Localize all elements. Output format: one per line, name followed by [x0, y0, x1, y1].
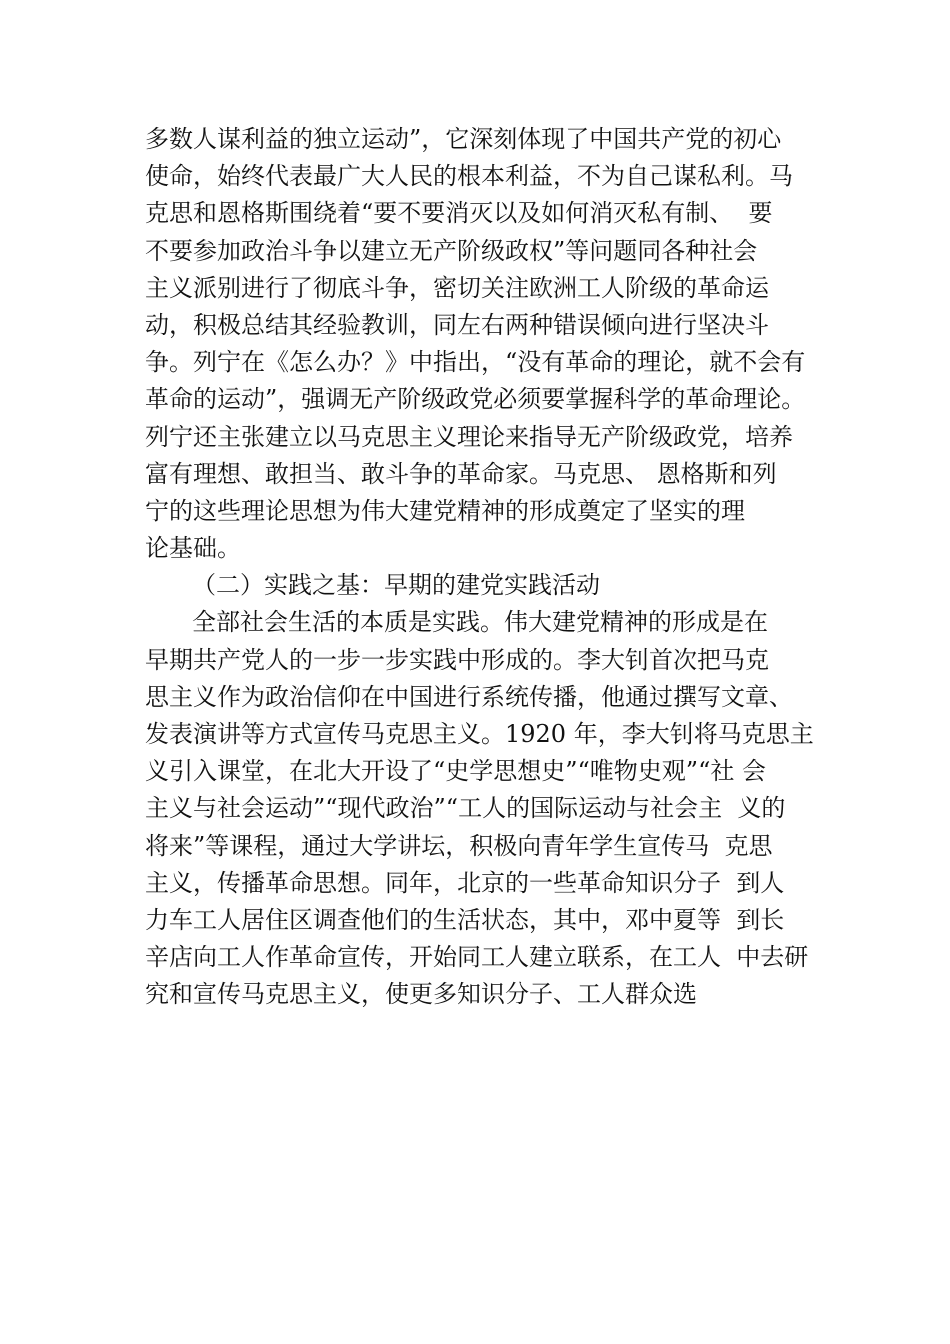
- text-line: 宁的这些理论思想为伟大建党精神的形成奠定了坚实的理: [145, 496, 745, 525]
- text-line: 革命的运动”，强调无产阶级政党必须要掌握科学的革命理论。: [145, 385, 806, 414]
- text-line: 动，积极总结其经验教训，同左右两种错误倾向进行坚决斗: [145, 310, 769, 339]
- paragraph-2: [145, 604, 845, 1013]
- text-line: 义引入课堂，在北大开设了“史学思想史”“唯物史观”“社 会: [145, 757, 766, 786]
- text-line: 早期共产党人的一步一步实践中形成的。李大钊首次把马克: [145, 645, 769, 674]
- text-line: 争。列宁在《怎么办？》中指出，“没有革命的理论，就不会有: [145, 348, 806, 377]
- text-line: 主义，传播革命思想。同年，北京的一些革命知识分子 到人: [145, 868, 785, 897]
- text-line: 思主义作为政治信仰在中国进行系统传播，他通过撰写文章、: [145, 682, 793, 711]
- text-line: 多数人谋利益的独立运动”，它深刻体现了中国共产党的初心: [145, 125, 782, 153]
- text-line: 主义派别进行了彻底斗争，密切关注欧洲工人阶级的革命运: [145, 273, 769, 302]
- text-line: 富有理想、敢担当、敢斗争的革命家。马克思、 恩格斯和列: [145, 459, 777, 488]
- text-line: 发表演讲等方式宣传马克思主义。1920 年，李大钊将马克思主: [145, 720, 814, 748]
- text-line: 克思和恩格斯围绕着“要不要消灭以及如何消灭私有制、 要: [145, 199, 773, 228]
- section-heading: （二）实践之基：早期的建党实践活动: [192, 571, 600, 600]
- text-line: 辛店向工人作革命宣传，开始同工人建立联系，在工人 中去研: [145, 943, 809, 972]
- body-text: [145, 121, 845, 1014]
- text-line: 力车工人居住区调查他们的生活状态，其中，邓中夏等 到长: [145, 905, 785, 934]
- text-line: 主义与社会运动”“现代政治”“工人的国际运动与社会主 义的: [145, 794, 786, 823]
- text-line: 列宁还主张建立以马克思主义理论来指导无产阶级政党，培养: [145, 422, 793, 451]
- text-line: 使命，始终代表最广大人民的根本利益，不为自己谋私利。马: [145, 162, 793, 191]
- text-line: 究和宣传马克思主义，使更多知识分子、工人群众选: [145, 980, 697, 1009]
- text-line: 全部社会生活的本质是实践。伟大建党精神的形成是在: [192, 608, 768, 637]
- paragraph-1: [145, 121, 845, 567]
- text-line: 不要参加政治斗争以建立无产阶级政权”等问题同各种社会: [145, 236, 758, 265]
- text-line: 论基础。: [145, 534, 241, 563]
- text-line: 将来”等课程，通过大学讲坛，积极向青年学生宣传马 克思: [145, 831, 773, 860]
